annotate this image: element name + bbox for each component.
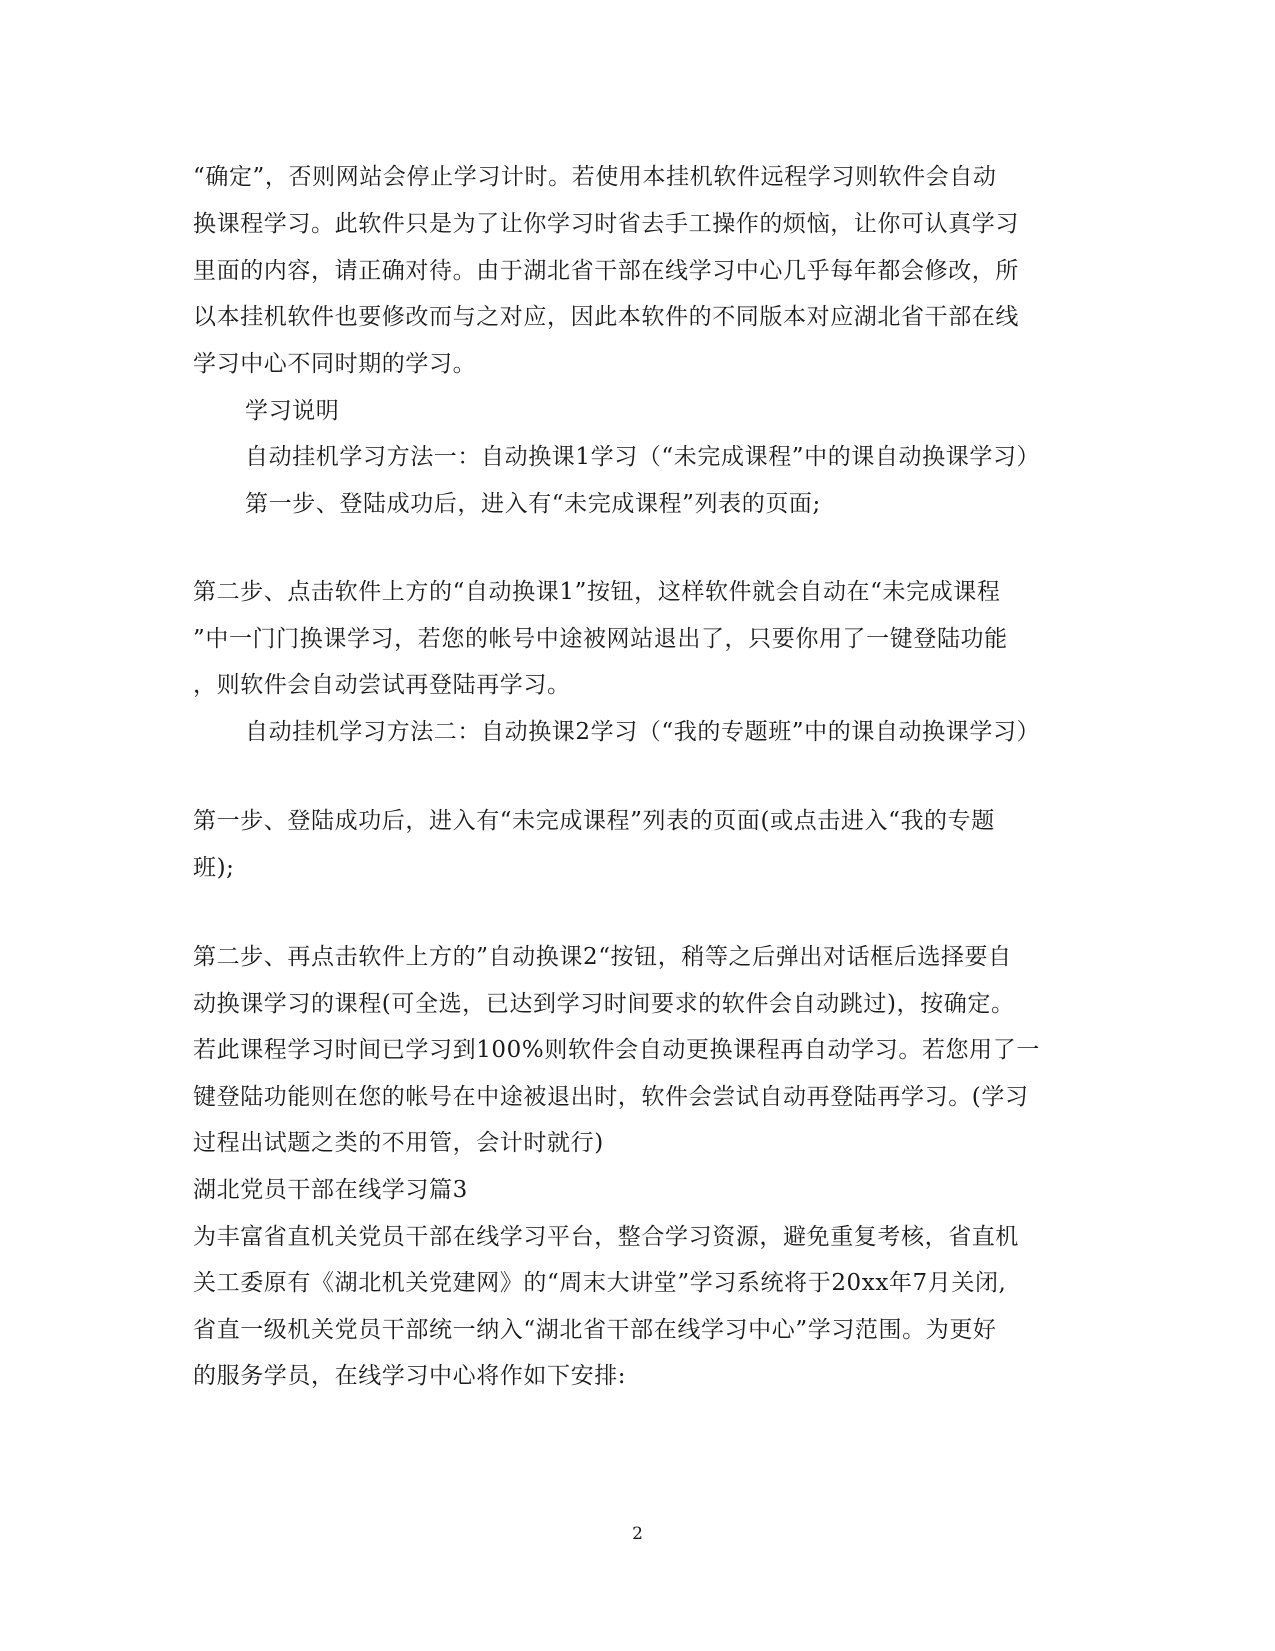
- paragraph-line: 学习中心不同时期的学习。: [193, 351, 477, 377]
- method-two-heading: 自动挂机学习方法二：自动换课2学习（“我的专题班”中的课自动换课学习）: [245, 719, 1041, 745]
- paragraph-line: 以本挂机软件也要修改而与之对应，因此本软件的不同版本对应湖北省干部在线: [193, 304, 1019, 330]
- method-one-heading: 自动挂机学习方法一：自动换课1学习（“未完成课程”中的课自动换课学习）: [245, 444, 1041, 470]
- step-line: 第二步、再点击软件上方的”自动换课2“按钮，稍等之后弹出对话框后选择要自: [193, 944, 1012, 970]
- paragraph-line: 班);: [193, 855, 235, 881]
- paragraph-line: “确定”，否则网站会停止学习计时。若使用本挂机软件远程学习则软件会自动: [193, 164, 997, 190]
- paragraph-line: 里面的内容，请正确对待。由于湖北省干部在线学习中心几乎每年都会修改，所: [193, 258, 1019, 284]
- paragraph-line: ，则软件会自动尝试再登陆再学习。: [193, 672, 571, 698]
- section-heading: 学习说明: [245, 398, 340, 424]
- paragraph-line: 的服务学员，在线学习中心将作如下安排:: [193, 1363, 627, 1389]
- paragraph-line: 换课程学习。此软件只是为了让你学习时省去手工操作的烦恼，让你可认真学习: [193, 211, 1019, 237]
- paragraph-line: ”中一门门换课学习，若您的帐号中途被网站退出了，只要你用了一键登陆功能: [193, 626, 1008, 652]
- step-line: 第一步、登陆成功后，进入有“未完成课程”列表的页面;: [245, 491, 821, 517]
- page-number: 2: [632, 1524, 643, 1544]
- paragraph-line: 过程出试题之类的不用管，会计时就行): [193, 1130, 604, 1156]
- paragraph-line: 为丰富省直机关党员干部在线学习平台，整合学习资源，避免重复考核，省直机: [193, 1224, 1019, 1250]
- step-line: 第二步、点击软件上方的“自动换课1”按钮，这样软件就会自动在“未完成课程: [193, 579, 1001, 605]
- paragraph-line: 键登陆功能则在您的帐号在中途被退出时，软件会尝试自动再登陆再学习。(学习: [193, 1084, 1029, 1110]
- paragraph-line: 动换课学习的课程(可全选，已达到学习时间要求的软件会自动跳过)，按确定。: [193, 991, 1015, 1017]
- article-title: 湖北党员干部在线学习篇3: [193, 1177, 468, 1203]
- paragraph-line: 关工委原有《湖北机关党建网》的“周末大讲堂”学习系统将于20xx年7月关闭,: [193, 1270, 1007, 1296]
- paragraph-line: 省直一级机关党员干部统一纳入“湖北省干部在线学习中心”学习范围。为更好: [193, 1317, 997, 1343]
- step-line: 第一步、登陆成功后，进入有“未完成课程”列表的页面(或点击进入“我的专题: [193, 808, 995, 834]
- paragraph-line: 若此课程学习时间已学习到100%则软件会自动更换课程再自动学习。若您用了一: [193, 1037, 1040, 1063]
